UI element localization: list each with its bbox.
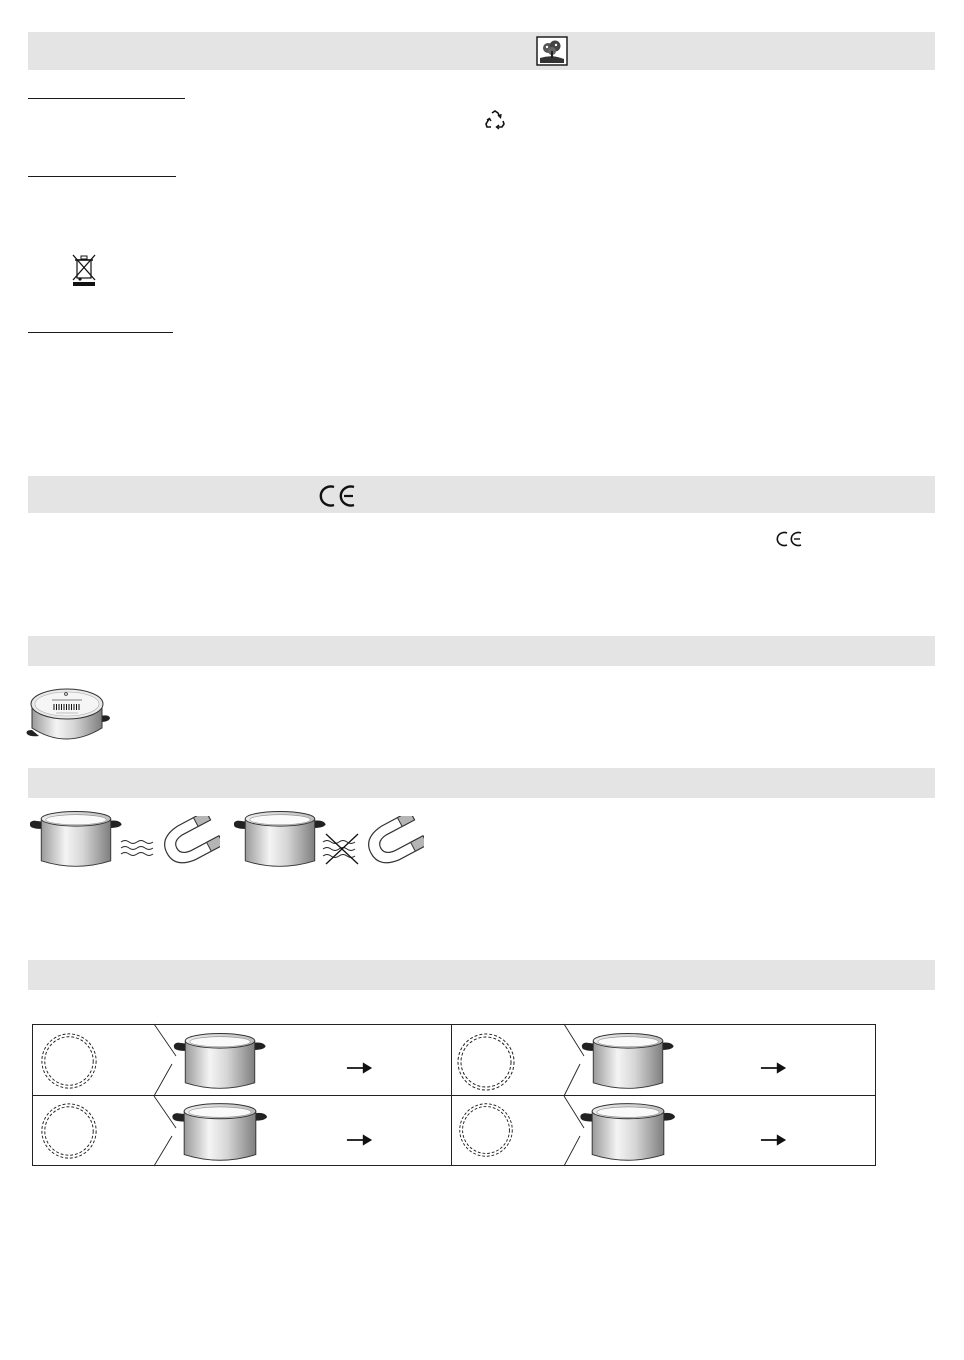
no-attraction-cross-icon: [322, 832, 362, 866]
pot-illustration: [234, 806, 326, 870]
arrow-right-icon: [760, 1060, 788, 1076]
induction-pot-base-illustration: [26, 684, 110, 746]
horseshoe-magnet-icon: [364, 816, 424, 866]
pot-illustration: [172, 1098, 268, 1164]
arrow-right-icon: [346, 1060, 374, 1076]
horseshoe-magnet-icon: [160, 816, 220, 866]
arrow-right-icon: [346, 1132, 374, 1148]
section-header-cookware-label: [28, 636, 935, 666]
section-header-environment: [28, 32, 935, 70]
cooking-zone-icon: [454, 1030, 518, 1094]
ce-mark-icon: [776, 531, 804, 547]
recycle-icon: [484, 109, 506, 131]
cooking-zone-icon: [456, 1100, 516, 1160]
section-header-pan-size: [28, 960, 935, 990]
environment-tree-icon: [536, 36, 568, 66]
subheading-rule: [28, 98, 185, 99]
attraction-waves-icon: [120, 838, 156, 858]
pot-illustration: [172, 1028, 268, 1092]
pot-illustration: [580, 1098, 676, 1164]
section-header-ce-conformity: [28, 476, 935, 513]
pot-illustration: [30, 806, 122, 870]
arrow-right-icon: [760, 1132, 788, 1148]
ce-mark-icon: [318, 484, 358, 508]
pot-illustration: [580, 1028, 676, 1092]
subheading-rule: [28, 176, 176, 177]
cooking-zone-icon: [38, 1030, 100, 1092]
cooking-zone-icon: [38, 1100, 100, 1162]
section-header-magnet-test: [28, 768, 935, 798]
subheading-rule: [28, 332, 173, 333]
crossed-out-bin-icon: [71, 253, 97, 287]
